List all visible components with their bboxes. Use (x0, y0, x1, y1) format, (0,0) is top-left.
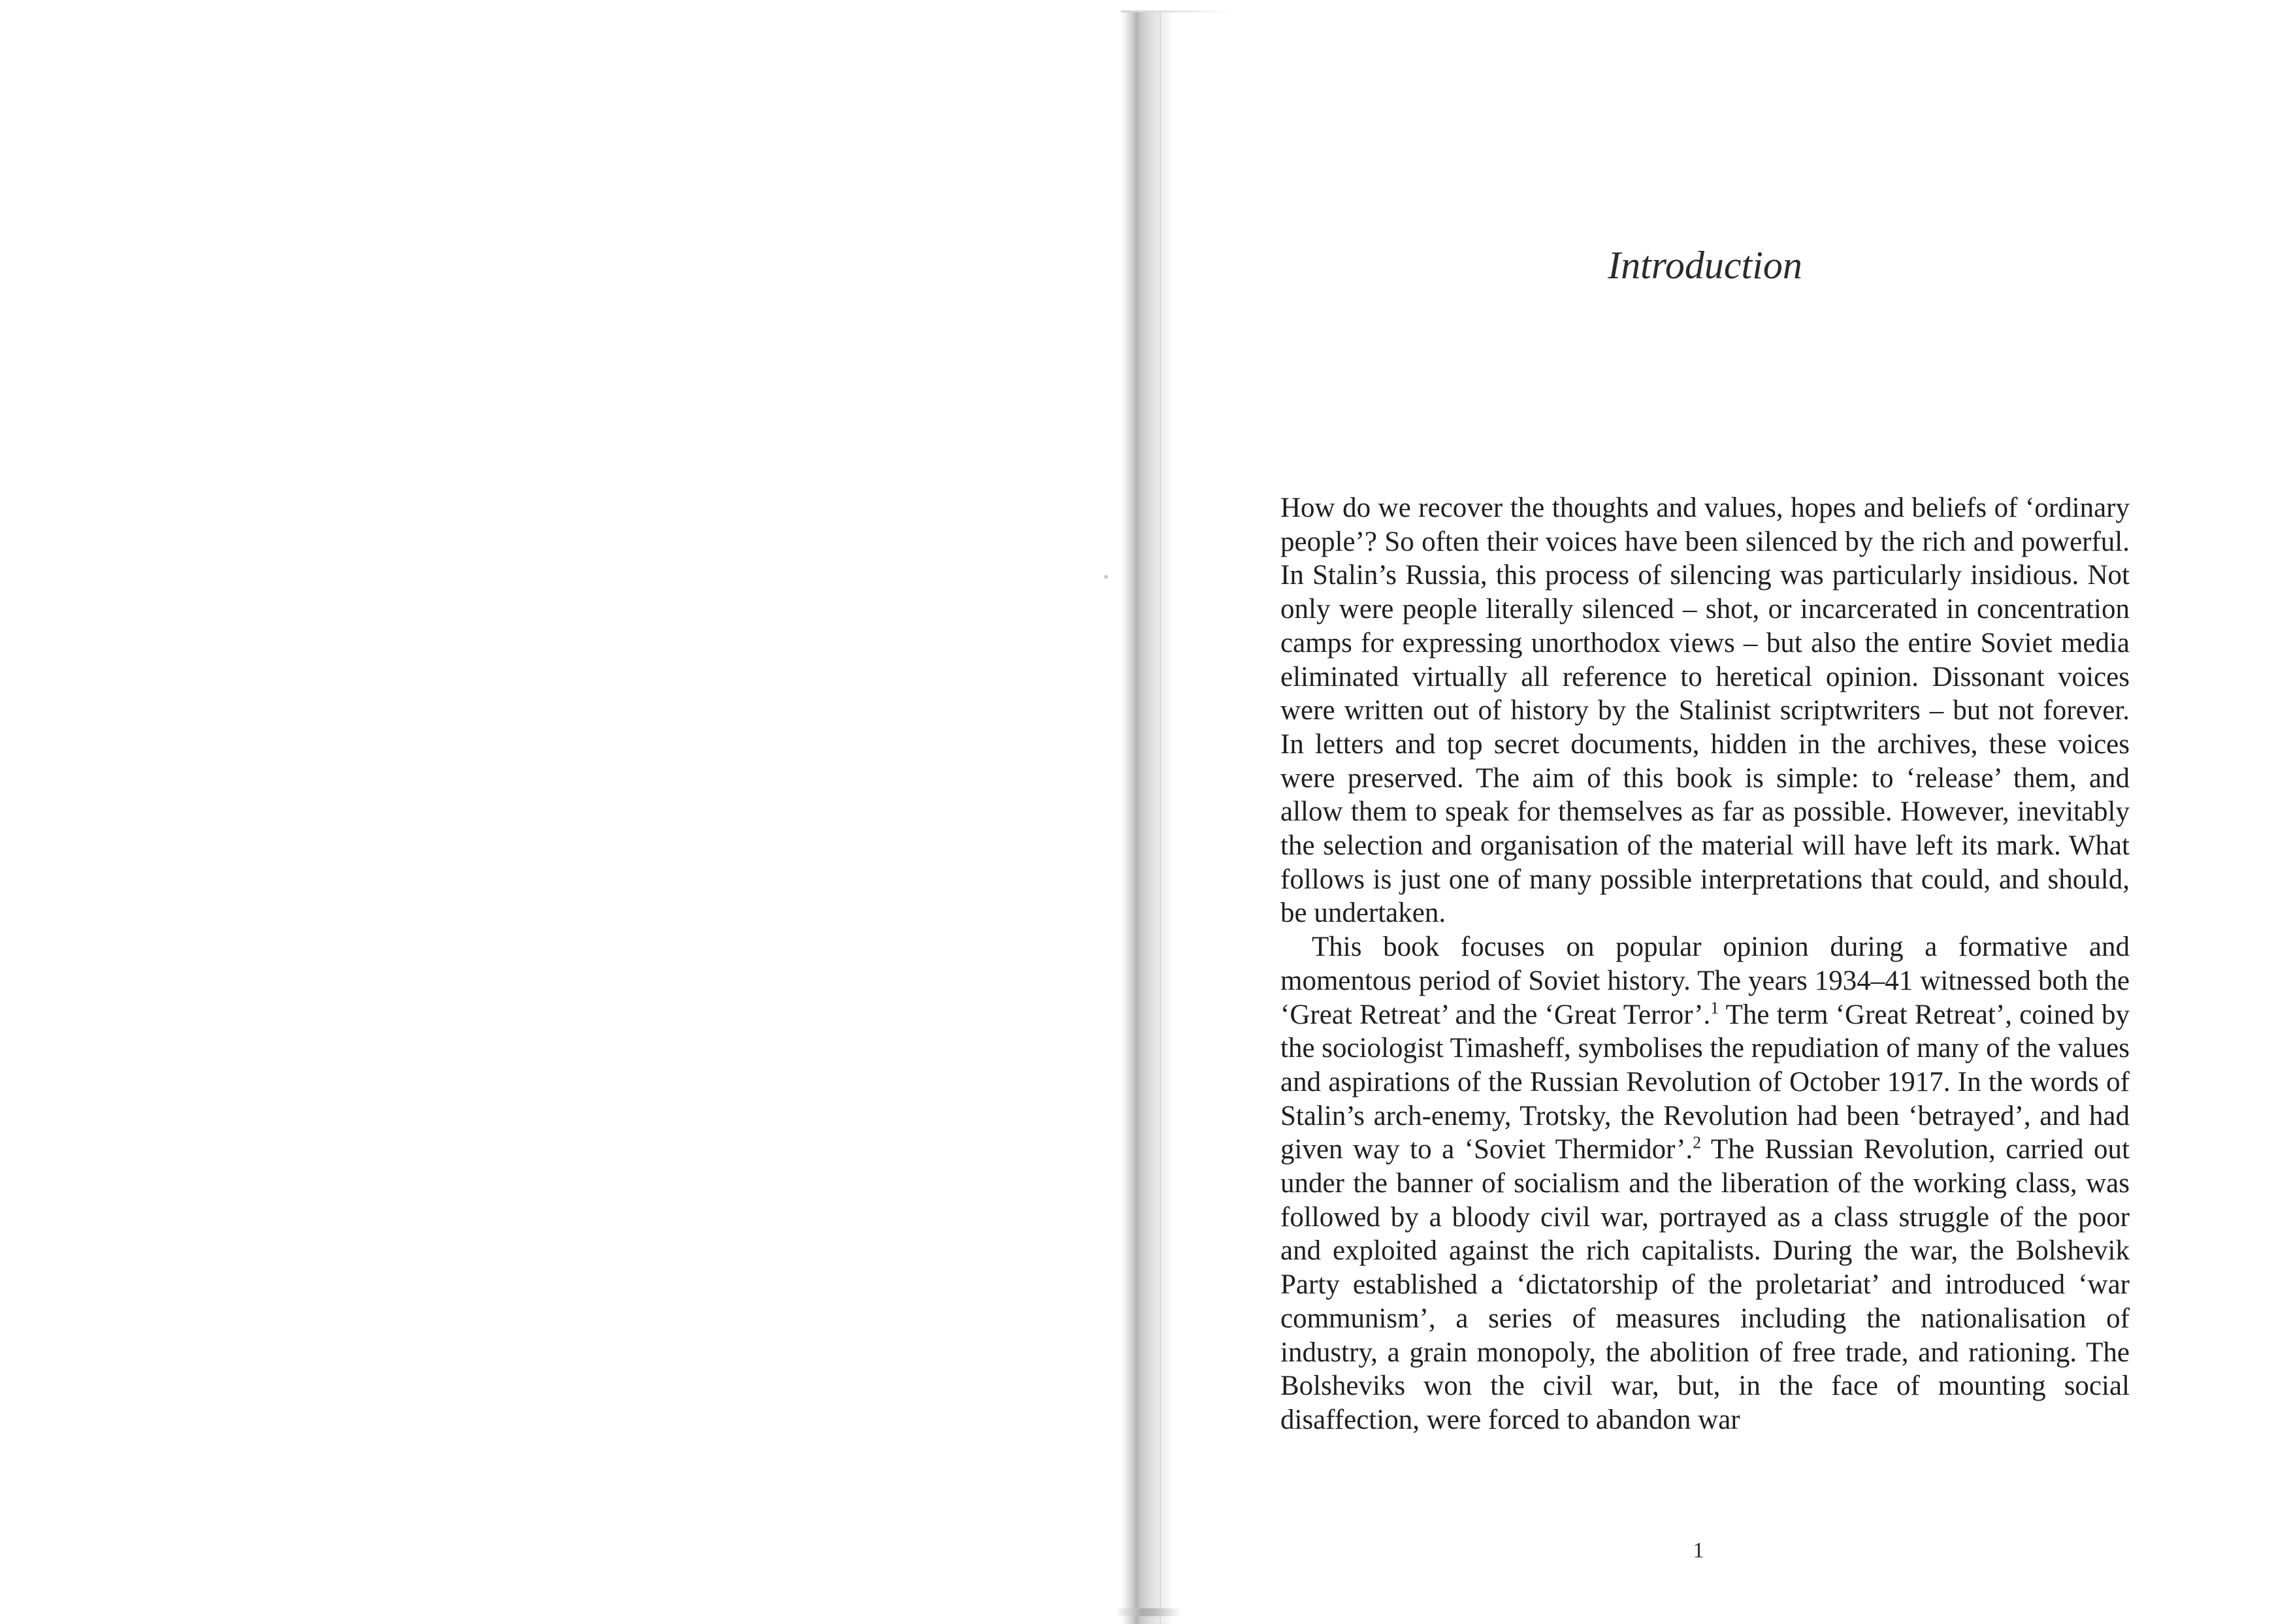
gutter-top-edge (1121, 10, 1232, 12)
scan-speck (1104, 575, 1108, 579)
gutter-fold-line (1160, 10, 1161, 1624)
page-number: 1 (1693, 1538, 1704, 1563)
paragraph-2-text-1: This book focuses on popular opinion during a formative and momentous period of Soviet history. The years 1934–41 witnessed both the ‘Great Retreat’ and the ‘Great Terror’. (1280, 932, 2130, 1030)
footnote-marker-1[interactable]: 1 (1710, 998, 1719, 1018)
chapter-title: Introduction (1608, 244, 1802, 287)
paragraph-2-text-2: The term ‘Great Retreat’, coined by the sociologist Timasheff, symbolises the repudiation of many of the values and aspirations of the Russian Revolution of October 1917. In the words of Stalin’s arch-enemy, Trotsky, the Revolution had been ‘betrayed’, and had given way to a ‘Soviet Thermidor’. (1280, 999, 2130, 1165)
book-gutter-shadow (1121, 10, 1173, 1624)
body-text (1280, 491, 2130, 1437)
paragraph-2 (1280, 930, 2130, 1437)
gutter-bottom-edge (1116, 1608, 1181, 1616)
paragraph-1: How do we recover the thoughts and values, hopes and beliefs of ‘ordinary people’? So often their voices have been silenced by the rich and powerful. In Stalin’s Russia, this process of silencing was particularly insidious. Not only were people literally silenced – shot, or incarcerated in concentration camps for expressing unorthodox views – but also the entire Soviet media eliminated virtually all reference to heretical opinion. Dissonant voices were written out of history by the Stalinist scriptwriters – but not forever. In letters and top secret documents, hidden in the archives, these voices were preserved. The aim of this book is simple: to ‘release’ them, and allow them to speak for themselves as far as possible. However, inevitably the selection and organisation of the material will have left its mark. What follows is just one of many possible interpretations that could, and should, be undertaken. (1280, 493, 2130, 929)
footnote-marker-2[interactable]: 2 (1693, 1133, 1702, 1153)
paragraph-2-text-3: The Russian Revolution, carried out under the banner of socialism and the liberation of the working class, was followed by a bloody civil war, portrayed as a class struggle of the poor and exploited against the rich capitalists. During the war, the Bolshevik Party established a ‘dictatorship of the proletariat’ and introduced ‘war communism’, a series of measures including the nationalisation of industry, a grain monopoly, the abolition of free trade, and rationing. The Bolsheviks won the civil war, but, in the face of mounting social disaffection, were forced to abandon war (1280, 1134, 2130, 1435)
